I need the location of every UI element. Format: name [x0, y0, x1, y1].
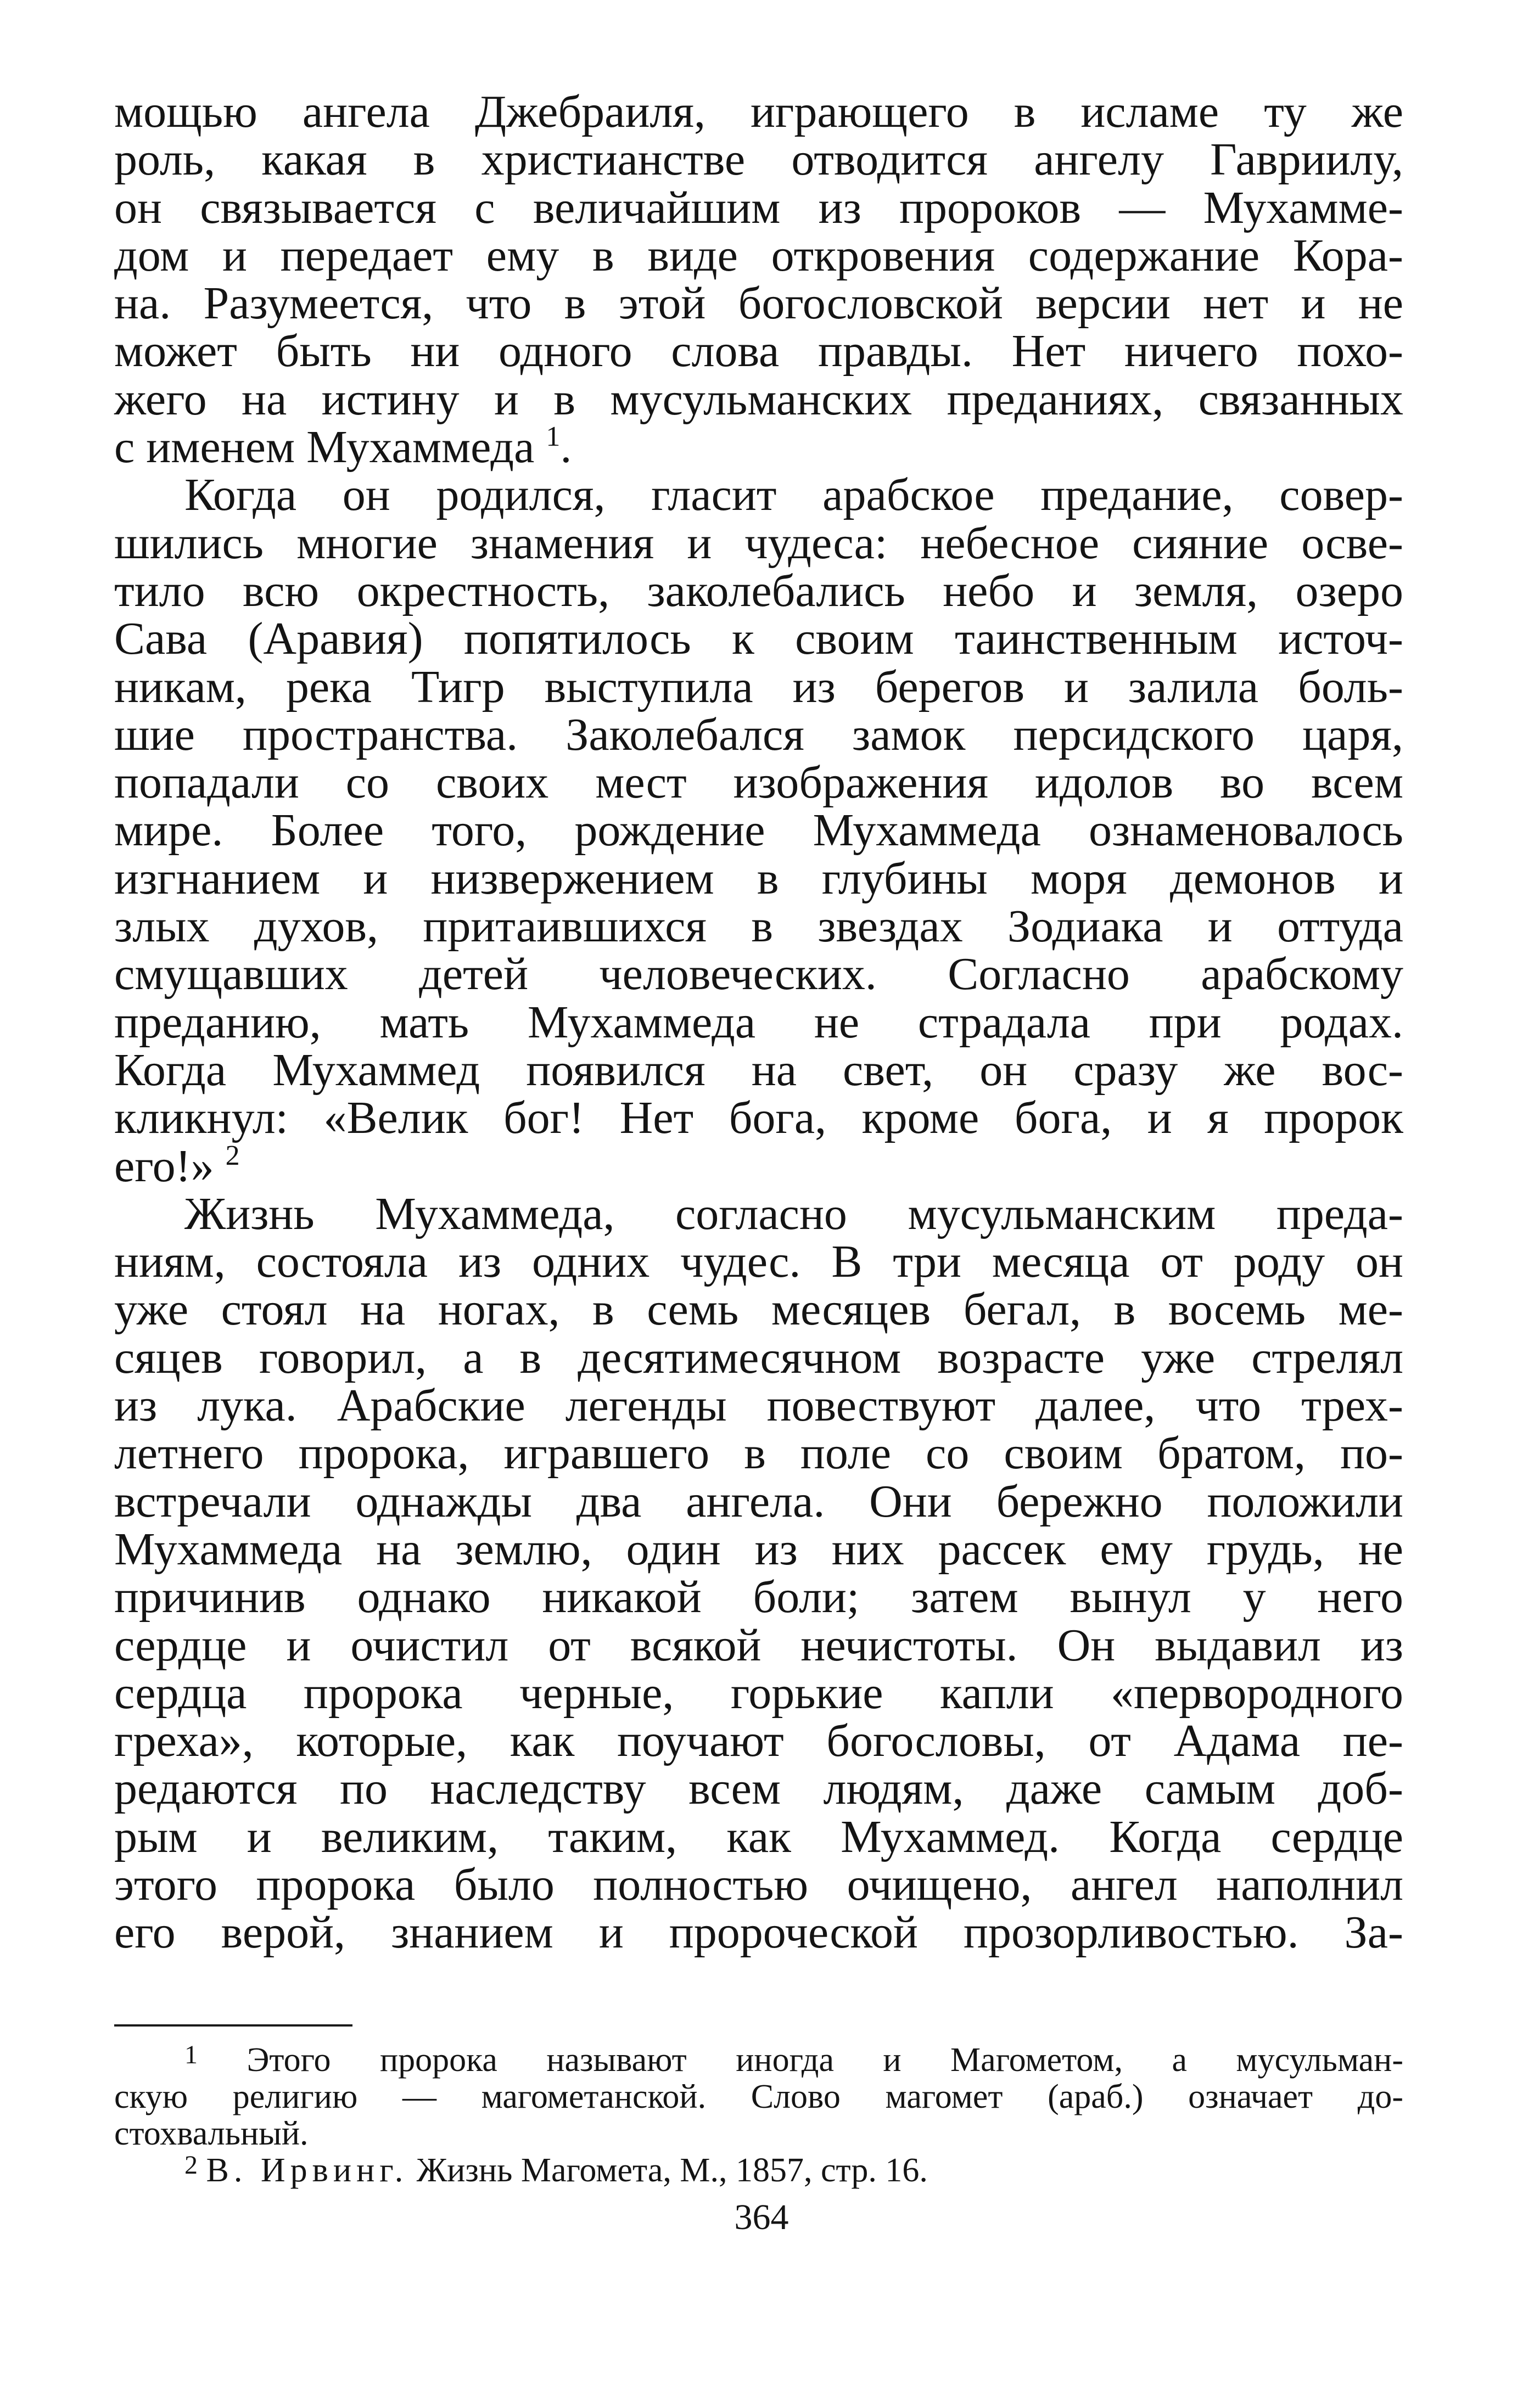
- footnote-2-author: В. Ирвинг.: [206, 2152, 408, 2189]
- text-line-content: его!»: [114, 1140, 214, 1192]
- sentence-end: .: [560, 422, 572, 473]
- text-line: кликнул: «Велик бог! Нет бога, кроме бога, и я пророк: [114, 1092, 1403, 1144]
- footnote-separator: [114, 2024, 352, 2027]
- text-line: Жизнь Мухаммеда, согласно мусульманским преда-: [184, 1188, 1403, 1239]
- text-line: сяцев говорил, а в десятимесячном возрасте уже стрелял: [114, 1332, 1403, 1383]
- text-line: [114, 1142, 1403, 1190]
- text-line: Когда он родился, гласит арабское предание, совер-: [184, 469, 1403, 521]
- text-line: смущавших детей человеческих. Согласно арабскому: [114, 948, 1403, 1000]
- text-line: причинив однако никакой боли; затем вынул у него: [114, 1571, 1403, 1623]
- text-line: преданию, мать Мухаммеда не страдала при родах.: [114, 996, 1403, 1048]
- text-line: редаются по наследству всем людям, даже самым доб-: [114, 1763, 1403, 1815]
- text-line: встречали однажды два ангела. Они бережно положили: [114, 1475, 1403, 1527]
- text-line: греха», которые, как поучают богословы, от Адама пе-: [114, 1715, 1403, 1767]
- footnote-1-mark: 1: [184, 2040, 198, 2069]
- text-line: этого пророка было полностью очищено, ангел наполнил: [114, 1859, 1403, 1910]
- text-line: шились многие знамения и чудеса: небесное сияние осве-: [114, 517, 1403, 569]
- text-line: Мухаммеда на землю, один из них рассек ему грудь, не: [114, 1523, 1403, 1575]
- text-line: сердце и очистил от всякой нечистоты. Он выдавил из: [114, 1619, 1403, 1671]
- text-line: рым и великим, таким, как Мухаммед. Когда сердце: [114, 1811, 1403, 1862]
- paragraph-1: [114, 88, 1403, 471]
- footnotes: [114, 2042, 1403, 2189]
- text-line: сердца пророка черные, горькие капли «первородного: [114, 1667, 1403, 1719]
- text-line: он связывается с величайшим из пророков — Мухамме-: [114, 182, 1403, 233]
- footnote-ref-2[interactable]: 2: [225, 1140, 240, 1171]
- text-line: его верой, знанием и пророческой прозорливостью. За-: [114, 1907, 1403, 1958]
- main-text: [114, 88, 1403, 1957]
- text-line: может быть ни одного слова правды. Нет ничего похо-: [114, 325, 1403, 377]
- footnote-line-content: Этого пророка называют иногда и Магометом, а мусульман-: [247, 2041, 1403, 2079]
- text-line: мощью ангела Джебраиля, играющего в исламе ту же: [114, 86, 1403, 137]
- text-line: Когда Мухаммед появился на свет, он сразу же вос-: [114, 1044, 1403, 1096]
- footnote-2-mark: 2: [184, 2151, 198, 2180]
- text-line: мире. Более того, рождение Мухаммеда ознаменовалось: [114, 805, 1403, 856]
- text-line: уже стоял на ногах, в семь месяцев бегал, в восемь ме-: [114, 1284, 1403, 1335]
- text-line: изгнанием и низвержением в глубины моря демонов и: [114, 852, 1403, 904]
- footnote-ref-1[interactable]: 1: [546, 421, 561, 453]
- footnote-2: [114, 2152, 1403, 2189]
- text-line: тило всю окрестность, заколебались небо и земля, озеро: [114, 565, 1403, 616]
- text-line: на. Разумеется, что в этой богословской версии нет и не: [114, 278, 1403, 329]
- footnote-line: [114, 2042, 1403, 2079]
- text-line: жего на истину и в мусульманских преданиях, связанных: [114, 373, 1403, 425]
- paragraph-2: [114, 469, 1403, 1192]
- footnote-line: скую религию — магометанской. Слово магомет (араб.) означает до-: [114, 2078, 1403, 2115]
- footnote-line: стохвальный.: [114, 2115, 309, 2152]
- text-line: [114, 423, 1403, 471]
- text-line: ниям, состояла из одних чудес. В три месяца от роду он: [114, 1236, 1403, 1288]
- page-number: 364: [734, 2197, 789, 2237]
- text-line: попадали со своих мест изображения идолов во всем: [114, 757, 1403, 809]
- text-line: злых духов, притаившихся в звездах Зодиака и оттуда: [114, 901, 1403, 952]
- text-line: Сава (Аравия) попятилось к своим таинственным источ-: [114, 613, 1403, 665]
- text-line: дом и передает ему в виде откровения содержание Кора-: [114, 229, 1403, 281]
- footnote-2-text: Жизнь Магомета, М., 1857, стр. 16.: [416, 2152, 928, 2189]
- text-line: никам, река Тигр выступила из берегов и залила боль-: [114, 661, 1403, 712]
- footnote-1: [114, 2042, 1403, 2152]
- text-line: шие пространства. Заколебался замок персидского царя,: [114, 709, 1403, 760]
- text-line-content: с именем Мухаммеда: [114, 422, 535, 473]
- text-line: роль, какая в христианстве отводится ангелу Гавриилу,: [114, 134, 1403, 186]
- paragraph-3: [114, 1190, 1403, 1957]
- footnote-line: [114, 2152, 1403, 2189]
- text-line: летнего пророка, игравшего в поле со своим братом, по-: [114, 1428, 1403, 1479]
- text-line: из лука. Арабские легенды повествуют далее, что трех-: [114, 1380, 1403, 1432]
